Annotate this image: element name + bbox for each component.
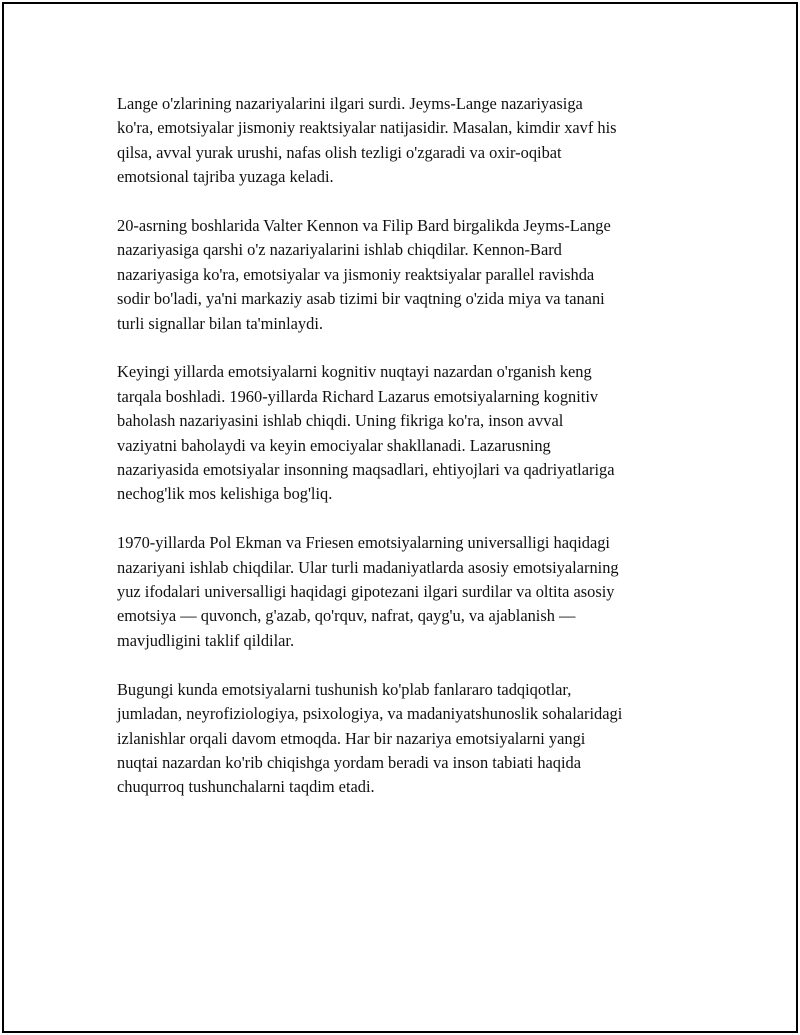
paragraph-ekman-friesen: 1970-yillarda Pol Ekman va Friesen emotsiyalarning universalligi haqidagi nazariyani ishlab chiqdilar. Ular turli madaniyatlarda asosiy emotsiyalarning yuz ifodalari universalligi haqidagi gipotezani ilgari surdilar va oltita asosiy emotsiya — quvonch, g'azab, qo'rquv, nafrat, qayg'u, va ajablanish — mavjudligini taklif qildilar. <box>117 533 619 650</box>
paragraph-james-lange: Lange o'zlarining nazariyalarini ilgari surdi. Jeyms-Lange nazariyasiga ko'ra, emotsiyalar jismoniy reaktsiyalar natijasidir. Masalan, kimdir xavf his qilsa, avval yurak urushi, nafas olish tezligi o'zgaradi va oxir-oqibat emotsional tajriba yuzaga keladi. <box>117 94 617 187</box>
document-body <box>117 92 697 824</box>
paragraph-cannon-bard: 20-asrning boshlarida Valter Kennon va Filip Bard birgalikda Jeyms-Lange nazariyasiga qarshi o'z nazariyalarini ishlab chiqdilar. Kennon-Bard nazariyasiga ko'ra, emotsiyalar va jismoniy reaktsiyalar parallel ravishda sodir bo'ladi, ya'ni markaziy asab tizimi bir vaqtning o'zida miya va tanani turli signallar bilan ta'minlaydi. <box>117 216 611 333</box>
paragraph-conclusion: Bugungi kunda emotsiyalarni tushunish ko'plab fanlararo tadqiqotlar, jumladan, neyrofiziologiya, psixologiya, va madaniyatshunoslik sohalaridagi izlanishlar orqali davom etmoqda. Har bir nazariya emotsiyalarni yangi nuqtai nazardan ko'rib chiqishga yordam beradi va inson tabiati haqida chuqurroq tushunchalarni taqdim etadi. <box>117 679 623 797</box>
paragraph-lazarus: Keyingi yillarda emotsiyalarni kognitiv nuqtayi nazardan o'rganish keng tarqala boshladi. 1960-yillarda Richard Lazarus emotsiyalarning kognitiv baholash nazariyasini ishlab chiqdi. Uning fikriga ko'ra, inson avval vaziyatni baholaydi va keyin emociyalar shakllanadi. Lazarusning nazariyasida emotsiyalar insonning maqsadlari, ehtiyojlari va qadriyatlariga nechog'lik mos kelishiga bog'liq. <box>117 362 615 504</box>
